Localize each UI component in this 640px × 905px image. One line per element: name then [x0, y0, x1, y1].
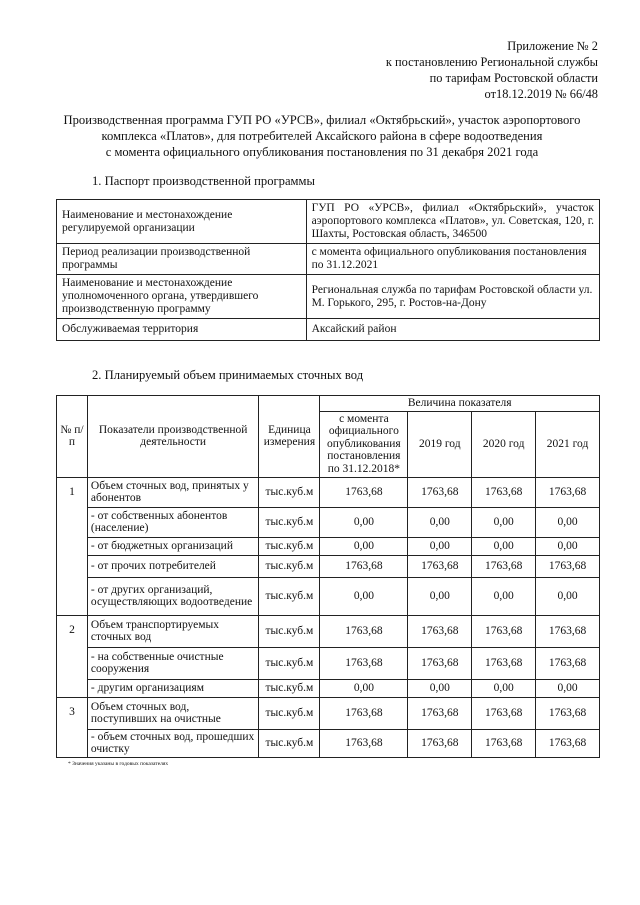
row-value: 0,00 — [320, 679, 408, 697]
row-unit: тыс.куб.м — [259, 577, 320, 615]
row-value: 0,00 — [408, 577, 472, 615]
table-row — [57, 647, 600, 679]
row-value: 1763,68 — [536, 555, 600, 577]
row-value: 0,00 — [408, 679, 472, 697]
row-value: 1763,68 — [408, 477, 472, 507]
row-value: 1763,68 — [320, 615, 408, 647]
row-value: 0,00 — [536, 679, 600, 697]
row-value: 0,00 — [472, 679, 536, 697]
header-2021: 2021 год — [536, 411, 600, 477]
row-number: 2 — [57, 615, 88, 697]
row-value: 0,00 — [472, 537, 536, 555]
header-2019: 2019 год — [408, 411, 472, 477]
row-value: 1763,68 — [536, 647, 600, 679]
passport-value: Региональная служба по тарифам Ростовской области ул. М. Горького, 295, г. Ростов-на-Дону — [306, 275, 599, 319]
row-value: 0,00 — [320, 537, 408, 555]
row-unit: тыс.куб.м — [259, 555, 320, 577]
row-indicator: - от собственных абонентов (население) — [87, 507, 259, 537]
row-indicator: - на собственные очистные сооружения — [87, 647, 259, 679]
row-indicator: Объем сточных вод, поступивших на очистные — [87, 697, 259, 729]
passport-label: Наименование и местонахождение регулируемой организации — [57, 200, 307, 244]
appendix-line: от18.12.2019 № 66/48 — [484, 87, 598, 101]
passport-row — [57, 244, 600, 275]
row-unit: тыс.куб.м — [259, 679, 320, 697]
row-value: 0,00 — [408, 507, 472, 537]
header-period: с момента официального опубликования постановления по 31.12.2018* — [320, 411, 408, 477]
passport-label: Период реализации производственной программы — [57, 244, 307, 275]
document-title — [44, 112, 600, 160]
row-value: 1763,68 — [408, 647, 472, 679]
row-value: 1763,68 — [536, 697, 600, 729]
row-value: 1763,68 — [408, 555, 472, 577]
footnote: * Значения указаны в годовых показателях — [68, 761, 169, 767]
row-value: 0,00 — [536, 537, 600, 555]
row-value: 1763,68 — [472, 697, 536, 729]
row-value: 1763,68 — [536, 729, 600, 757]
appendix-line: к постановлению Региональной службы — [385, 55, 598, 69]
row-value: 0,00 — [472, 507, 536, 537]
row-indicator: - от бюджетных организаций — [87, 537, 259, 555]
passport-value: Аксайский район — [306, 319, 599, 341]
row-value: 1763,68 — [408, 615, 472, 647]
passport-value: ГУП РО «УРСВ», филиал «Октябрьский», участок аэропортового комплекса «Платов», ул. Советская, 120, г. Шахты, Ростовская область, 346500 — [306, 200, 599, 244]
row-value: 1763,68 — [320, 647, 408, 679]
header-unit: Единица измерения — [259, 396, 320, 478]
passport-value: с момента официального опубликования постановления по 31.12.2021 — [306, 244, 599, 275]
passport-label: Обслуживаемая территория — [57, 319, 307, 341]
row-value: 1763,68 — [408, 729, 472, 757]
table-row — [57, 679, 600, 697]
table-row — [57, 507, 600, 537]
table-row — [57, 477, 600, 507]
section-2-heading: 2. Планируемый объем принимаемых сточных вод — [92, 368, 364, 382]
row-unit: тыс.куб.м — [259, 537, 320, 555]
passport-table — [56, 199, 600, 341]
row-value: 1763,68 — [320, 697, 408, 729]
table-row — [57, 577, 600, 615]
row-value: 1763,68 — [536, 477, 600, 507]
row-unit: тыс.куб.м — [259, 507, 320, 537]
passport-row — [57, 275, 600, 319]
header-indicator: Показатели производственной деятельности — [87, 396, 259, 478]
appendix-line: по тарифам Ростовской области — [429, 71, 598, 85]
row-number: 1 — [57, 477, 88, 615]
row-indicator: - другим организациям — [87, 679, 259, 697]
row-value: 1763,68 — [320, 555, 408, 577]
row-value: 1763,68 — [472, 615, 536, 647]
passport-label: Наименование и местонахождение уполномоченного органа, утвердившего производственную программу — [57, 275, 307, 319]
row-number: 3 — [57, 697, 88, 757]
row-value: 0,00 — [320, 507, 408, 537]
row-value: 0,00 — [536, 507, 600, 537]
row-value: 1763,68 — [472, 477, 536, 507]
row-value: 0,00 — [408, 537, 472, 555]
row-unit: тыс.куб.м — [259, 615, 320, 647]
row-value: 1763,68 — [536, 615, 600, 647]
row-value: 1763,68 — [320, 477, 408, 507]
table-row — [57, 615, 600, 647]
header-value-group: Величина показателя — [320, 396, 600, 412]
volumes-table — [56, 395, 600, 758]
row-value: 1763,68 — [472, 647, 536, 679]
row-value: 0,00 — [320, 577, 408, 615]
section-1-heading: 1. Паспорт производственной программы — [92, 174, 315, 188]
row-indicator: - от других организаций, осуществляющих водоотведение — [87, 577, 259, 615]
row-unit: тыс.куб.м — [259, 477, 320, 507]
row-indicator: - от прочих потребителей — [87, 555, 259, 577]
row-unit: тыс.куб.м — [259, 647, 320, 679]
header-2020: 2020 год — [472, 411, 536, 477]
table-row — [57, 555, 600, 577]
row-value: 1763,68 — [408, 697, 472, 729]
table-row — [57, 729, 600, 757]
title-line: Производственная программа ГУП РО «УРСВ», филиал «Октябрьский», участок аэропортового — [63, 113, 581, 127]
row-unit: тыс.куб.м — [259, 697, 320, 729]
row-unit: тыс.куб.м — [259, 729, 320, 757]
row-indicator: - объем сточных вод, прошедших очистку — [87, 729, 259, 757]
appendix-block — [386, 38, 598, 102]
row-value: 1763,68 — [472, 729, 536, 757]
row-value: 0,00 — [536, 577, 600, 615]
title-line: с момента официального опубликования постановления по 31 декабря 2021 года — [105, 145, 539, 159]
table-row — [57, 537, 600, 555]
appendix-line: Приложение № 2 — [507, 39, 598, 53]
title-line: комплекса «Платов», для потребителей Аксайского района в сфере водоотведения — [101, 129, 543, 143]
row-indicator: Объем транспортируемых сточных вод — [87, 615, 259, 647]
row-value: 1763,68 — [320, 729, 408, 757]
row-value: 1763,68 — [472, 555, 536, 577]
header-num: № п/п — [57, 396, 88, 478]
row-value: 0,00 — [472, 577, 536, 615]
table-row — [57, 697, 600, 729]
row-indicator: Объем сточных вод, принятых у абонентов — [87, 477, 259, 507]
passport-row — [57, 200, 600, 244]
passport-row — [57, 319, 600, 341]
